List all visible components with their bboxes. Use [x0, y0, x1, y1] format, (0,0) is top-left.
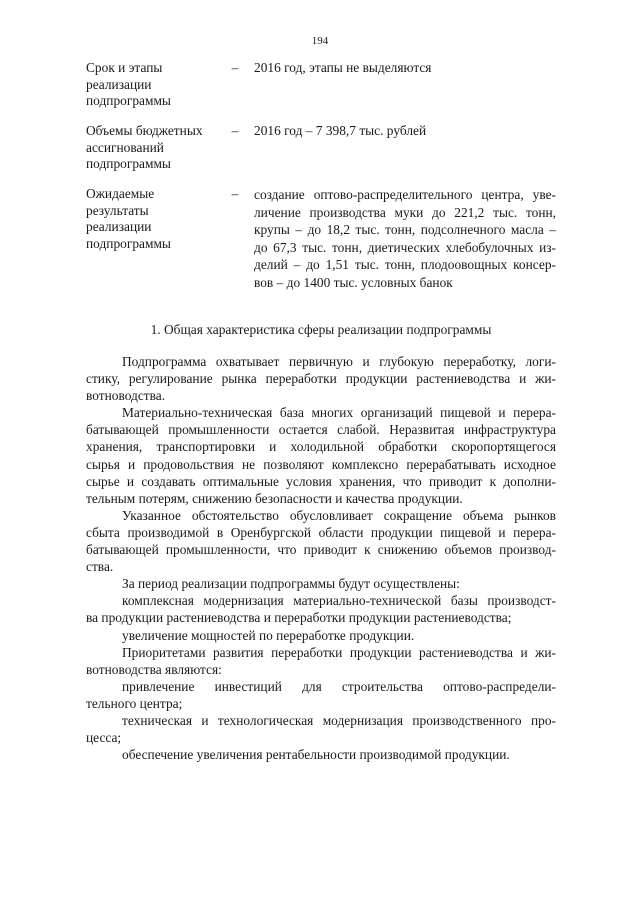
passport-value [254, 186, 556, 292]
paragraph [86, 353, 556, 404]
label-line: Срок и этапы [86, 60, 163, 75]
paragraph [86, 644, 556, 678]
text-line: хранения, транспортировки и холодильной обработки скоропортящегося [86, 439, 556, 455]
text-line: техническая и технологическая модернизация производственного про- [122, 712, 556, 728]
label-line: Ожидаемые [86, 186, 155, 201]
text-line: За период реализации подпрограммы будут осуществлены: [122, 576, 460, 592]
text-line: Указанное обстоятельство обусловливает сокращение объема рынков [122, 507, 556, 523]
value-line: 2016 год – 7 398,7 тыс. рублей [254, 123, 427, 138]
value-line: крупы – до 18,2 тыс. тонн, подсолнечного масла – [254, 222, 556, 238]
value-line: личение производства муки до 221,2 тыс. тонн, [254, 204, 556, 220]
paragraph [86, 592, 556, 626]
section-title: 1. Общая характеристика сферы реализации подпрограммы [150, 322, 492, 337]
text-line: ства. [86, 559, 114, 575]
body-text [86, 353, 556, 763]
passport-label [86, 186, 226, 252]
paragraph [86, 404, 556, 507]
value-line: создание оптово-распределительного центра, уве- [254, 187, 556, 202]
value-line: вов – до 1400 тыс. условных банок [254, 274, 453, 290]
paragraph [86, 627, 556, 644]
passport-label [86, 123, 226, 173]
paragraph [86, 712, 556, 746]
value-line: делий – до 1,51 тыс. тонн, плодоовощных консер- [254, 257, 556, 273]
paragraph [86, 507, 556, 575]
text-line: Подпрограмма охватывает первичную и глубокую переработку, логи- [122, 354, 556, 369]
value-line: 2016 год, этапы не выделяются [254, 60, 432, 75]
text-line: цесса; [86, 730, 122, 746]
text-line: сырья и продовольствия не позволяют комплексно перерабатывать исходное [86, 456, 556, 472]
label-line: реализации [86, 76, 152, 92]
passport-value [254, 123, 556, 140]
text-line: Материально-техническая база многих организаций пищевой и перера- [122, 405, 556, 421]
label-line: Объемы бюджетных [86, 123, 203, 138]
paragraph [86, 746, 556, 763]
text-line: комплексная модернизация материально-технической базы производст- [122, 593, 556, 609]
passport-dash: – [231, 123, 239, 138]
paragraph [86, 678, 556, 712]
paragraph [86, 575, 556, 592]
value-line: до 67,3 тыс. тонн, диетических хлебобулочных из- [254, 239, 556, 255]
text-line: тельным потерям, снижению безопасности и качества продукции. [86, 490, 463, 506]
label-line: подпрограммы [86, 93, 171, 109]
label-line: подпрограммы [86, 156, 171, 172]
text-line: сырье и создавать оптимальные условия хранения, что приводит к дополни- [86, 473, 556, 489]
label-line: результаты [86, 202, 149, 218]
text-line: батывающей промышленности, что приводит к снижению объемов производ- [86, 542, 556, 558]
passport-dash: – [231, 60, 239, 75]
text-line: ва продукции растениеводства и переработки продукции растениеводства; [86, 610, 512, 626]
text-line: стику, регулирование рынка переработки продукции растениеводства и жи- [86, 371, 556, 387]
text-line: обеспечение увеличения рентабельности производимой продукции. [122, 747, 510, 763]
passport-dash: – [231, 186, 239, 201]
text-line: увеличение мощностей по переработке продукции. [122, 627, 415, 643]
text-line: Приоритетами развития переработки продукции растениеводства и жи- [122, 644, 556, 660]
text-line: сбыта производимой в Оренбургской области продукции пищевой и перера- [86, 524, 556, 540]
label-line: реализации [86, 219, 152, 235]
passport-label [86, 60, 226, 110]
passport-value [254, 60, 556, 77]
text-line: тельного центра; [86, 695, 183, 711]
text-line: привлечение инвестиций для строительства оптово-распредели- [122, 678, 556, 694]
label-line: ассигнований [86, 139, 164, 155]
label-line: подпрограммы [86, 235, 171, 251]
text-line: батывающей промышленности остается слабой. Неразвитая инфраструктура [86, 422, 556, 438]
text-line: вотноводства. [86, 388, 166, 404]
page-number: 194 [311, 35, 329, 47]
text-line: вотноводства являются: [86, 661, 222, 677]
